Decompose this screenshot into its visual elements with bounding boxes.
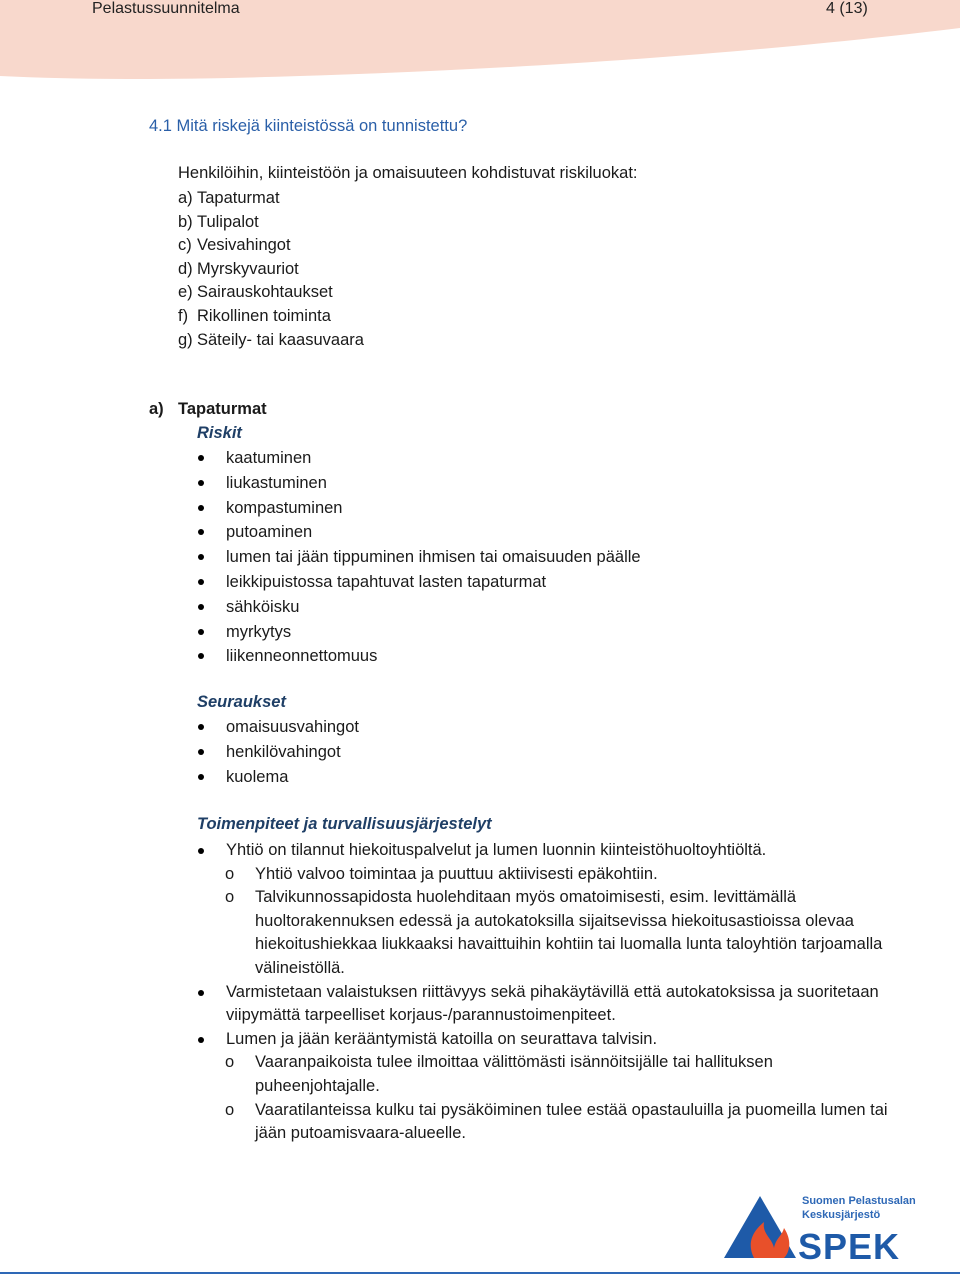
bullet-icon [198,774,204,780]
measures-list [197,839,897,1146]
page-number: 4 (13) [826,0,868,17]
risk-item [197,646,641,671]
bullet-icon [198,848,204,854]
subsection-heading [149,400,267,419]
risk-item [197,498,641,523]
consequence-item-text: kuolema [226,767,289,786]
risk-item [197,597,641,622]
risk-item [197,473,641,498]
risks-heading: Riskit [197,424,242,442]
risk-item [197,622,641,647]
measure-text: Varmistetaan valaistuksen riittävyys sekä pihakäytävillä että autokatoksissa ja suoritetaan viipymättä tarpeelliset korjaus-/parannustoimenpiteet. [226,982,879,1025]
category-letter: b) [178,212,193,231]
category-item [178,188,364,212]
measure-item [197,839,897,981]
category-item [178,212,364,236]
measure-sublist [197,1051,897,1145]
category-letter: g) [178,330,193,349]
measure-sublist [197,863,897,981]
consequences-list [197,717,359,791]
bullet-icon [198,1037,204,1043]
bullet-icon [198,724,204,730]
risk-item [197,547,641,572]
circle-bullet-icon: o [225,864,235,883]
category-label: Rikollinen toiminta [197,306,331,325]
bullet-icon [198,579,204,585]
consequences-heading: Seuraukset [197,693,286,711]
bullet-icon [198,480,204,486]
measure-text: Lumen ja jään kerääntymistä katoilla on seurattava talvisin. [226,1029,658,1048]
measure-subitem-text: Vaaranpaikoista tulee ilmoittaa välittömästi isännöitsijälle tai hallituksen puheenjohtajalle. [255,1053,773,1095]
risk-item-text: kompastuminen [226,498,343,517]
bullet-icon [198,629,204,635]
measure-subitem-text: Talvikunnossapidosta huolehditaan myös omatoimisesti, esim. levittämällä huoltorakennuksen edessä ja autokatoksilla sijaitsevissa hiekoitusastioissa olevaa hiekoitushiekkaa liukkaaksi havaittuihin kohtiin tai luomalla lunta taloyhtiön tarjoamalla välineistöllä. [255,888,883,977]
category-letter: e) [178,283,193,302]
risks-list [197,448,641,671]
subsection-letter: a) [149,400,164,418]
measure-subitem-text: Vaaratilanteissa kulku tai pysäköiminen tulee estää opastauluilla ja puomeilla lumen tai jään putoamisvaara-alueelle. [255,1100,888,1143]
category-letter: c) [178,236,192,255]
measure-item [197,1028,897,1146]
footer-rule [0,1272,960,1274]
logo-org-line-2: Keskusjärjestö [802,1209,881,1221]
consequence-item-text: omaisuusvahingot [226,718,359,736]
category-label: Sairauskohtaukset [197,283,333,302]
risk-item-text: liikenneonnettomuus [226,647,378,666]
category-label: Säteily- tai kaasuvaara [197,330,364,349]
page-header [0,0,960,82]
bullet-icon [198,604,204,610]
consequence-item [197,717,359,742]
bullet-icon [198,455,204,461]
section-title: 4.1 Mitä riskejä kiinteistössä on tunnistettu? [149,117,468,135]
measure-item [197,981,897,1028]
circle-bullet-icon: o [225,1053,235,1072]
circle-bullet-icon: o [225,888,235,907]
category-letter: d) [178,259,193,278]
risk-item-text: liukastuminen [226,473,327,492]
risk-item-text: lumen tai jään tippuminen ihmisen tai omaisuuden päälle [226,548,641,567]
category-letter: a) [178,189,193,207]
category-letter: f) [178,306,189,325]
consequence-item [197,767,359,792]
risk-item [197,522,641,547]
category-label: Myrskyvauriot [197,259,299,278]
category-list [178,188,364,353]
category-item [178,282,364,306]
risk-item [197,448,641,473]
bullet-icon [198,990,204,996]
risk-item-text: putoaminen [226,523,313,542]
bullet-icon [198,653,204,659]
category-label: Vesivahingot [197,236,291,255]
category-item [178,306,364,330]
subsection-title: Tapaturmat [178,400,267,418]
measure-subitem [197,1099,897,1146]
measure-subitem [197,1051,897,1098]
category-item [178,259,364,283]
measure-subitem [197,863,897,887]
category-item [178,235,364,259]
category-item [178,330,364,354]
bullet-icon [198,749,204,755]
bullet-icon [198,554,204,560]
risk-item-text: kaatuminen [226,449,312,467]
risk-item [197,572,641,597]
category-label: Tulipalot [197,212,259,231]
measures-heading: Toimenpiteet ja turvallisuusjärjestelyt [197,815,492,833]
measure-text: Yhtiö on tilannut hiekoituspalvelut ja lumen luonnin kiinteistöhuoltoyhtiöltä. [226,841,767,859]
consequence-item-text: henkilövahingot [226,742,341,761]
risk-item-text: myrkytys [226,622,292,641]
circle-bullet-icon: o [225,1100,235,1119]
logo-wordmark: SPEK [798,1226,901,1267]
intro-heading: Henkilöihin, kiinteistöön ja omaisuuteen kohdistuvat riskiluokat: [178,164,638,182]
risk-item-text: sähköisku [226,597,300,616]
measure-subitem-text: Yhtiö valvoo toimintaa ja puuttuu aktiivisesti epäkohtiin. [255,864,658,883]
risk-item-text: leikkipuistossa tapahtuvat lasten tapaturmat [226,572,547,591]
measure-subitem [197,886,897,980]
bullet-icon [198,505,204,511]
consequence-item [197,742,359,767]
logo-org-line-1: Suomen Pelastusalan [802,1195,916,1207]
bullet-icon [198,529,204,535]
category-label: Tapaturmat [197,189,280,207]
document-title: Pelastussuunnitelma [92,0,240,17]
